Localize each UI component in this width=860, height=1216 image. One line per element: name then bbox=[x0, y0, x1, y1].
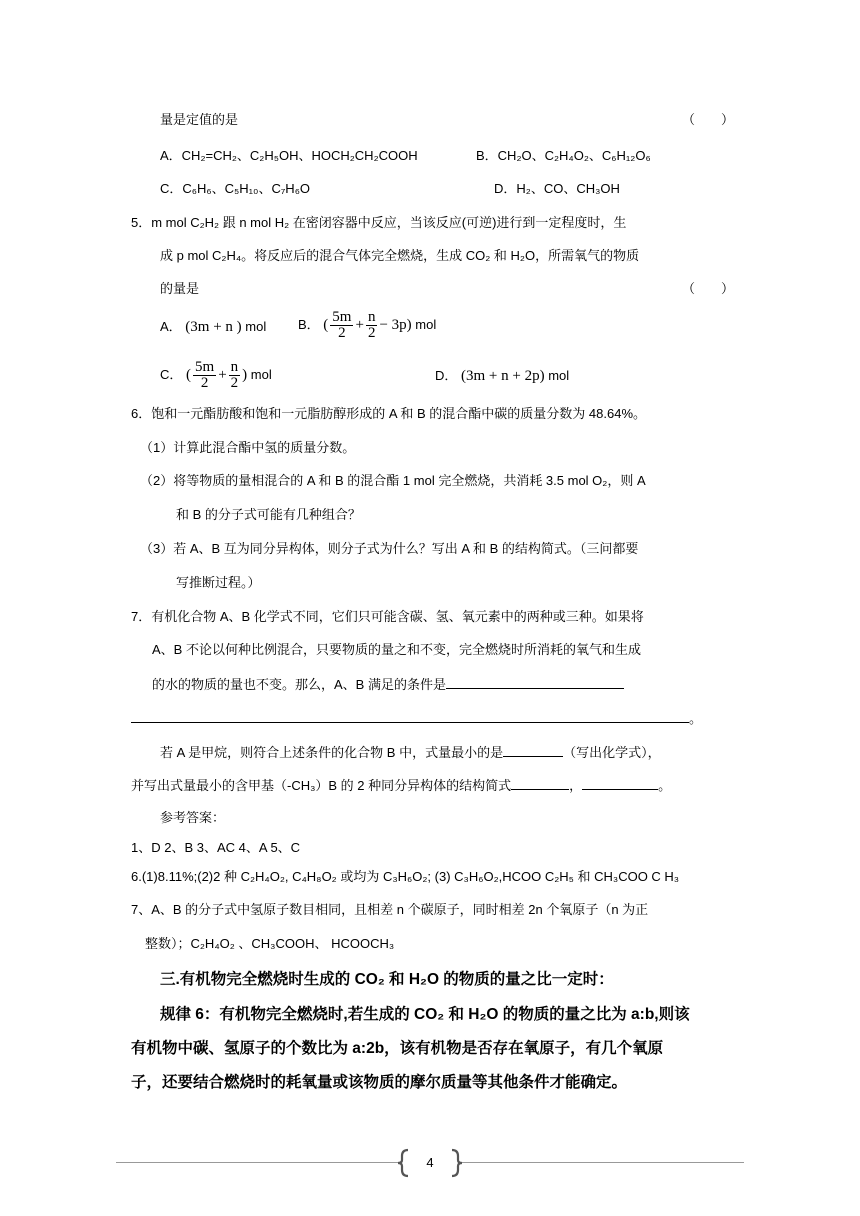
q6-line-1: 6．饱和一元酯肪酸和饱和一元脂肪醇形成的 A 和 B 的混合酯中碳的质量分数为 48.64%。 bbox=[131, 406, 647, 421]
q4-option-a: A．CH₂=CH₂、C₂H₅OH、HOCH₂CH₂COOH bbox=[160, 148, 418, 163]
q5-line-1: 5．m mol C₂H₂ 跟 n mol H₂ 在密闭容器中反应，当该反应(可逆)进行到一定程度时，生 bbox=[131, 215, 627, 230]
q5-option-c-fraction-1: $\frac{5m}{2}$ bbox=[195, 359, 215, 392]
q6-sub-2-a: （2）将等物质的量相混合的 A 和 B 的混合酯 1 mol 完全燃烧，共消耗 3.5 mol O₂，则 A bbox=[140, 473, 646, 488]
q5-option-c-fraction-2: $\frac{n}{2}$ bbox=[230, 359, 239, 392]
q5-option-b-fraction-2: $\frac{n}{2}$ bbox=[367, 309, 376, 342]
page-number: 4 bbox=[426, 1155, 434, 1170]
q4-option-d: D．H₂、CO、CH₃OH bbox=[494, 181, 620, 196]
q5-option-a-label: A． bbox=[160, 319, 182, 334]
rule-6-line-3: 子，还要结合燃烧时的耗氧量或该物质的摩尔质量等其他条件才能确定。 bbox=[131, 1074, 628, 1091]
q5-option-c-label: C． bbox=[160, 367, 183, 382]
q4-option-b: B．CH₂O、C₂H₄O₂、C₆H₁₂O₆ bbox=[476, 148, 651, 163]
q5-option-b-fraction-1: $\frac{5m}{2}$ bbox=[332, 309, 352, 342]
q7-isomer-blank-1[interactable] bbox=[511, 775, 569, 790]
q5-option-d-unit: mol bbox=[548, 368, 570, 383]
q7-line-1: 7．有机化合物 A、B 化学式不同，它们只可能含碳、氢、氧元素中的两种或三种。如果将 bbox=[131, 609, 644, 624]
q5-answer-paren: （ ） bbox=[682, 281, 735, 296]
answers-line-1: 1、D 2、B 3、AC 4、A 5、C bbox=[131, 840, 301, 855]
section-3-heading: 三.有机物完全燃烧时生成的 CO₂ 和 H₂O 的物质的量之比一定时： bbox=[160, 971, 614, 988]
q7-line-3: 的水的物质的量也不变。那么，A、B 满足的条件是 bbox=[152, 674, 624, 694]
q5-line-3: 的量是 bbox=[160, 281, 200, 296]
q5-option-d bbox=[435, 367, 569, 385]
q5-option-b-label: B． bbox=[298, 317, 320, 332]
answers-line-2: 6.(1)8.11%;(2)2 种 C₂H₄O₂, C₄H₈O₂ 或均为 C₃H₆O₂; (3) C₃H₆O₂,HCOO C₂H₅ 和 CH₃COO C H₃ bbox=[131, 869, 680, 884]
q7-line-4: 。 bbox=[131, 708, 702, 728]
q7-answer-blank-2[interactable] bbox=[131, 708, 689, 723]
q4-tail: 量是定值的是 bbox=[160, 112, 239, 127]
q7-isomer-blank-2[interactable] bbox=[582, 775, 658, 790]
q6-sub-3-a: （3）若 A、B 互为同分异构体，则分子式为什么？写出 A 和 B 的结构简式。（三问都要 bbox=[140, 541, 639, 556]
answers-title: 参考答案： bbox=[160, 810, 226, 825]
q7-answer-blank-1[interactable] bbox=[446, 674, 624, 689]
rule-6-line-1: 规律 6：有机物完全燃烧时,若生成的 CO₂ 和 H₂O 的物质的量之比为 a:b,则该 bbox=[160, 1006, 690, 1023]
q5-option-d-expr: (3m + n + 2p) bbox=[461, 368, 545, 384]
q7-para-3: 并写出式量最小的含甲基（-CH₃）B 的 2 种同分异构体的结构简式 ， 。 bbox=[131, 775, 671, 795]
q5-option-a-unit: mol bbox=[245, 319, 267, 334]
q5-option-b: B． ( $\frac{5m}{2}$ + $\frac{n}{2}$ − 3p) mol bbox=[298, 309, 437, 342]
q7-para-2: 若 A 是甲烷，则符合上述条件的化合物 B 中，式量最小的是 （写出化学式）， bbox=[160, 742, 661, 762]
answers-line-3: 7、A、B 的分子式中氢原子数目相同，且相差 n 个碳原子，同时相差 2n 个氧原子（n 为正 bbox=[131, 902, 649, 917]
q7-formula-blank[interactable] bbox=[503, 742, 563, 757]
q6-sub-1: （1）计算此混合酯中氢的质量分数。 bbox=[140, 440, 356, 455]
q7-line-2: A、B 不论以何种比例混合，只要物质的量之和不变，完全燃烧时所消耗的氧气和生成 bbox=[152, 642, 641, 657]
q5-line-2: 成 p mol C₂H₄。将反应后的混合气体完全燃烧，生成 CO₂ 和 H₂O，所需氧气的物质 bbox=[160, 248, 640, 263]
answers-line-4: 整数）；C₂H₄O₂ 、CH₃COOH、 HCOOCH₃ bbox=[145, 936, 395, 951]
footer-rule-left bbox=[116, 1162, 398, 1163]
q5-option-b-unit: mol bbox=[415, 317, 437, 332]
q5-option-b-tail: − 3p) bbox=[379, 317, 412, 333]
q5-option-c: C． ( $\frac{5m}{2}$ + $\frac{n}{2}$ ) mol bbox=[160, 359, 272, 392]
q6-sub-3-b: 写推断过程。） bbox=[176, 575, 261, 590]
q4-option-c: C．C₆H₆、C₅H₁₀、C₇H₆O bbox=[160, 181, 311, 196]
rule-6-line-2: 有机物中碳、氢原子的个数比为 a:2b，该有机物是否存在氧原子，有几个氧原 bbox=[131, 1040, 664, 1057]
q5-option-c-unit: mol bbox=[250, 367, 272, 382]
q5-option-a-expr: (3m + n ) bbox=[185, 319, 242, 335]
footer-rule-right bbox=[462, 1162, 744, 1163]
q4-answer-paren: （ ） bbox=[682, 112, 735, 127]
q5-option-a bbox=[160, 318, 266, 336]
q6-sub-2-b: 和 B 的分子式可能有几种组合？ bbox=[176, 507, 361, 522]
q5-option-d-label: D． bbox=[435, 368, 458, 383]
